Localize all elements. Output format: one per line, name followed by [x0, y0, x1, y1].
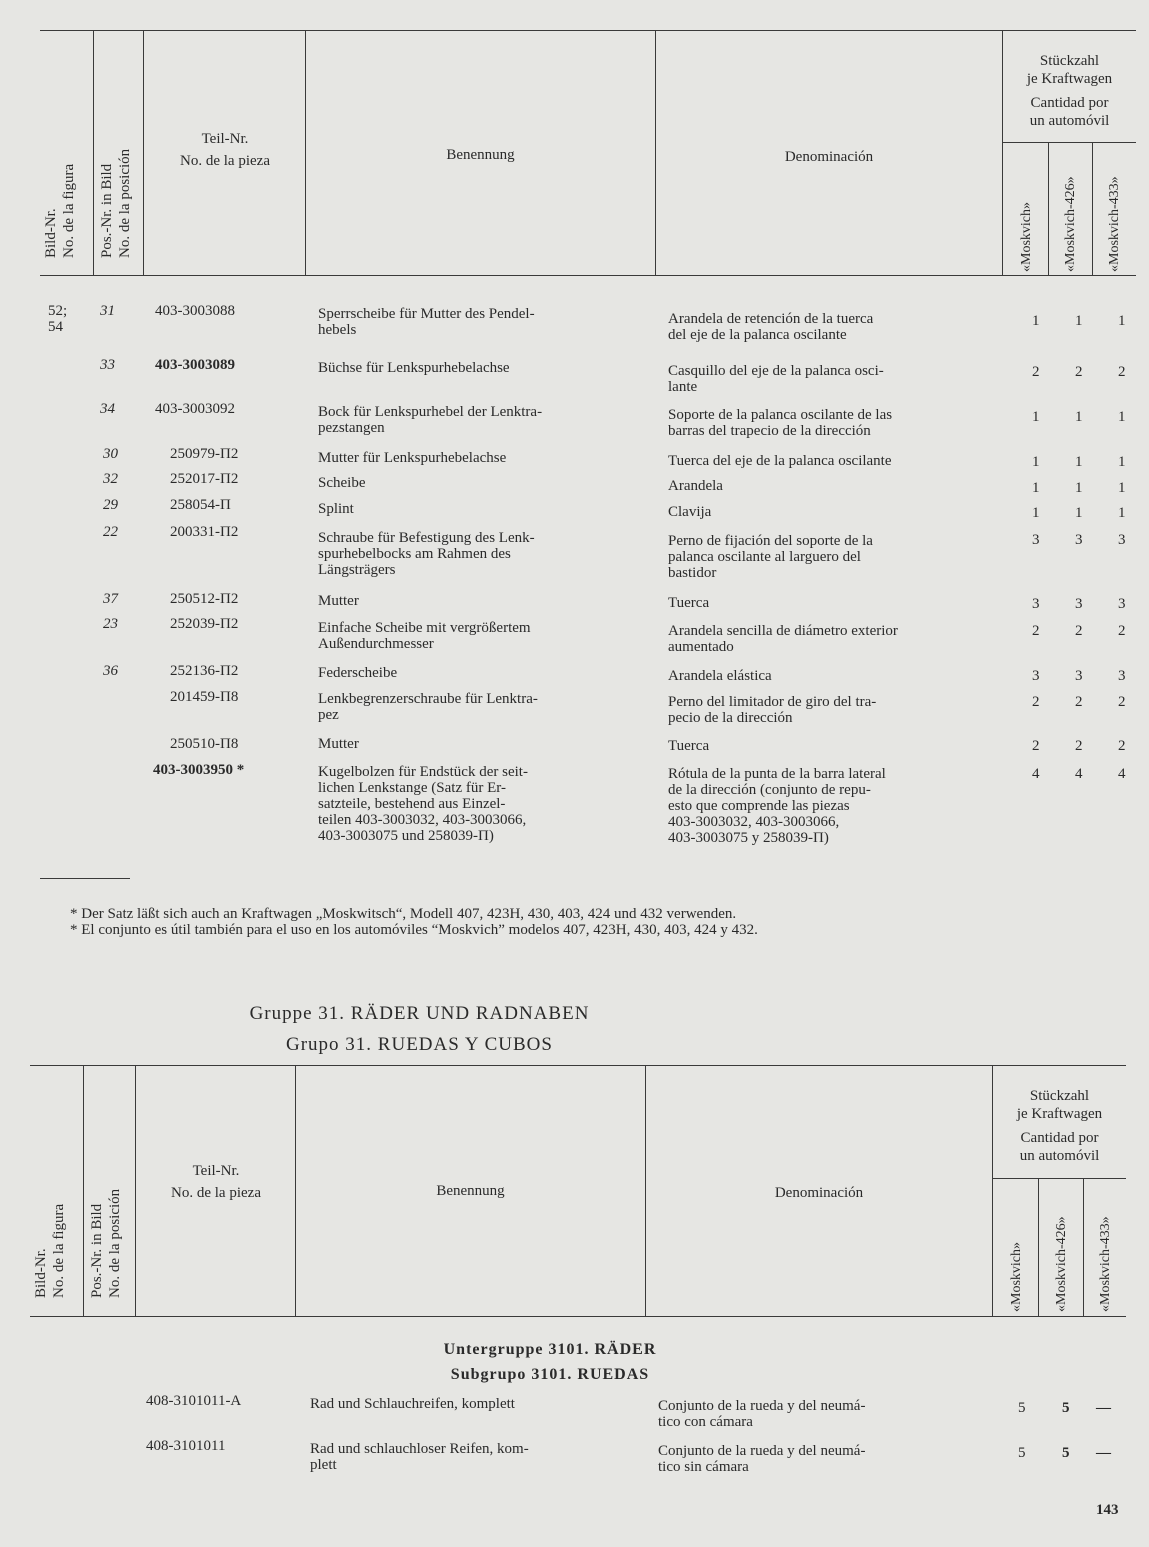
header-pos: [88, 1189, 124, 1298]
header-quantity: [1003, 52, 1136, 130]
cell-qty-426: 1: [1075, 409, 1083, 425]
header-pos-es: No. de la posición: [117, 148, 133, 258]
cell-qty-moskvich: 2: [1032, 738, 1040, 754]
divider: [1092, 143, 1093, 275]
cell-teil: 200331-П2: [170, 524, 239, 540]
cell-teil: 252136-П2: [170, 663, 239, 679]
cell-pos: 22: [103, 524, 118, 540]
cell-qty-moskvich: 2: [1032, 694, 1040, 710]
cell-benennung: Sperrscheibe für Mutter des Pendel- hebels: [318, 306, 535, 338]
cell-teil: 403-3003088: [155, 303, 235, 319]
header-pos: [98, 149, 134, 258]
table2-top-rule: [30, 1065, 1126, 1066]
cell-qty-426: 1: [1075, 313, 1083, 329]
header-stueck: Stückzahl: [1039, 53, 1100, 69]
header-model-426: «Moskvich-426»: [1063, 176, 1078, 272]
cell-qty-433: 4: [1118, 766, 1126, 782]
cell-qty-moskvich: 3: [1032, 532, 1040, 548]
cell-denominacion: Arandela elástica: [668, 668, 772, 684]
footnote-rule: [40, 878, 130, 879]
divider: [1048, 143, 1049, 275]
cell-qty-moskvich: 3: [1032, 668, 1040, 684]
cell-benennung: Kugelbolzen für Endstück der seit- lichen Lenkstange (Satz für Er- satzteile, bestehend aus Einzel- teilen 403-3003032, 403-3003066, 403-3003075 und 258039-П): [318, 764, 528, 844]
cell-benennung: Schraube für Befestigung des Lenk- spurhebelbocks am Rahmen des Längsträgers: [318, 530, 535, 578]
cell-qty-426: 1: [1075, 480, 1083, 496]
cell-qty-426: 3: [1075, 668, 1083, 684]
cell-qty-moskvich: 5: [1018, 1400, 1026, 1416]
cell-benennung: Büchse für Lenkspurhebelachse: [318, 360, 510, 376]
cell-pos: 31: [100, 303, 115, 319]
divider: [143, 31, 144, 275]
header-bild: [42, 164, 78, 258]
table2-header-bottom-rule: [30, 1316, 1126, 1317]
header-bild-de: Bild-Nr.: [33, 1248, 49, 1298]
header-model-moskvich: «Moskvich»: [1009, 1242, 1024, 1312]
cell-qty-426: 2: [1075, 694, 1083, 710]
cell-denominacion: Tuerca: [668, 738, 710, 754]
cell-qty-433: —: [1096, 1445, 1111, 1461]
header-je-kraftwagen: je Kraftwagen: [1016, 1106, 1103, 1122]
header-je-kraftwagen: je Kraftwagen: [1026, 71, 1113, 87]
cell-benennung: Mutter: [318, 736, 359, 752]
cell-teil: 408-3101011-A: [146, 1393, 242, 1409]
cell-benennung: Bock für Lenkspurhebel der Lenktra- pezstangen: [318, 404, 543, 436]
header-quantity: [993, 1087, 1126, 1165]
cell-qty-426: 3: [1075, 596, 1083, 612]
cell-denominacion: Perno de fijación del soporte de la palanca oscilante al larguero del bastidor: [668, 533, 873, 581]
cell-denominacion: Casquillo del eje de la palanca osci- lante: [668, 363, 884, 395]
header-model-433: «Moskvich-433»: [1107, 176, 1122, 272]
cell-qty-426: 1: [1075, 505, 1083, 521]
header-bild-de: Bild-Nr.: [43, 208, 59, 258]
page-number: 143: [1096, 1502, 1119, 1518]
cell-pos: 33: [100, 357, 115, 373]
cell-benennung: Federscheibe: [318, 665, 398, 681]
subgroup-title-es: Subgrupo 3101. RUEDAS: [450, 1366, 650, 1383]
cell-qty-433: 1: [1118, 454, 1126, 470]
header-benennung: Benennung: [446, 147, 515, 163]
cell-denominacion: Perno del limitador de giro del tra- pecio de la dirección: [668, 694, 877, 726]
cell-denominacion: Conjunto de la rueda y del neumá- tico sin cámara: [658, 1443, 866, 1475]
cell-teil: 258054-П: [170, 497, 231, 513]
table1-header-bottom-rule: [40, 275, 1136, 276]
header-pos-de: Pos.-Nr. in Bild: [99, 163, 115, 258]
cell-pos: 32: [103, 471, 118, 487]
header-model-moskvich: «Moskvich»: [1019, 202, 1034, 272]
header-un-automovil: un automóvil: [1029, 113, 1110, 129]
header-teil: [137, 1162, 295, 1202]
cell-qty-426: 2: [1075, 364, 1083, 380]
cell-qty-433: 3: [1118, 596, 1126, 612]
header-denominacion: Denominación: [774, 1185, 864, 1201]
cell-teil: 408-3101011: [146, 1438, 226, 1454]
cell-qty-433: 2: [1118, 623, 1126, 639]
cell-qty-426: 1: [1075, 454, 1083, 470]
cell-qty-moskvich: 1: [1032, 480, 1040, 496]
cell-qty-433: 1: [1118, 480, 1126, 496]
cell-teil: 250979-П2: [170, 446, 239, 462]
cell-qty-moskvich: 1: [1032, 409, 1040, 425]
cell-qty-426: 2: [1075, 623, 1083, 639]
header-stueck: Stückzahl: [1029, 1088, 1090, 1104]
cell-pos: 34: [100, 401, 115, 417]
cell-benennung: Rad und Schlauchreifen, komplett: [310, 1396, 515, 1412]
cell-qty-426: 4: [1075, 766, 1083, 782]
cell-qty-433: 1: [1118, 409, 1126, 425]
cell-denominacion: Tuerca: [668, 595, 710, 611]
header-cantidad: Cantidad por: [1020, 1130, 1099, 1146]
cell-qty-433: 2: [1118, 364, 1126, 380]
cell-denominacion: Tuerca del eje de la palanca oscilante: [668, 453, 892, 469]
cell-denominacion: Clavija: [668, 504, 712, 520]
cell-qty-moskvich: 5: [1018, 1445, 1026, 1461]
cell-qty-moskvich: 3: [1032, 596, 1040, 612]
header-cantidad: Cantidad por: [1030, 95, 1109, 111]
divider: [135, 1066, 136, 1316]
header-teil: [145, 130, 305, 170]
cell-pos: 37: [103, 591, 118, 607]
header-denominacion: Denominación: [784, 149, 874, 165]
cell-denominacion: Soporte de la palanca oscilante de las barras del trapecio de la dirección: [668, 407, 893, 439]
cell-teil: 250512-П2: [170, 591, 239, 607]
header-teil-de: Teil-Nr.: [192, 1163, 240, 1179]
header-pos-de: Pos.-Nr. in Bild: [89, 1203, 105, 1298]
cell-qty-426: 5: [1062, 1445, 1070, 1461]
cell-denominacion: Conjunto de la rueda y del neumá- tico con cámara: [658, 1398, 866, 1430]
cell-teil: 252039-П2: [170, 616, 239, 632]
cell-pos: 36: [103, 663, 118, 679]
cell-qty-433: 2: [1118, 694, 1126, 710]
cell-benennung: Splint: [318, 501, 354, 517]
cell-benennung: Scheibe: [318, 475, 366, 491]
cell-qty-433: 1: [1118, 313, 1126, 329]
cell-qty-426: 5: [1062, 1400, 1070, 1416]
group-title-es: Grupo 31. RUEDAS Y CUBOS: [286, 1034, 553, 1055]
cell-benennung: Einfache Scheibe mit vergrößertem Außendurchmesser: [318, 620, 531, 652]
cell-pos: 23: [103, 616, 118, 632]
group-title-de: Gruppe 31. RÄDER UND RADNABEN: [249, 1003, 590, 1024]
cell-benennung: Mutter für Lenkspurhebelachse: [318, 450, 507, 466]
header-teil-de: Teil-Nr.: [201, 131, 249, 147]
cell-teil: 250510-П8: [170, 736, 239, 752]
cell-benennung: Mutter: [318, 593, 359, 609]
cell-bild: 52; 54: [48, 303, 68, 335]
cell-denominacion: Rótula de la punta de la barra lateral de la dirección (conjunto de repu- esto que comprende las piezas 403-3003032, 403-3003066, 403-3003075 y 258039-П): [668, 766, 886, 846]
divider: [1003, 142, 1136, 143]
divider: [993, 1178, 1126, 1179]
cell-teil: 403-3003089: [155, 357, 235, 373]
cell-qty-433: —: [1096, 1400, 1111, 1416]
divider: [1083, 1179, 1084, 1316]
divider: [1038, 1179, 1039, 1316]
cell-pos: 30: [103, 446, 118, 462]
cell-teil: 403-3003950 *: [153, 762, 245, 778]
header-teil-es: No. de la pieza: [180, 153, 270, 169]
cell-denominacion: Arandela: [668, 478, 723, 494]
cell-teil: 201459-П8: [170, 689, 239, 705]
cell-qty-433: 2: [1118, 738, 1126, 754]
cell-qty-moskvich: 2: [1032, 623, 1040, 639]
divider: [83, 1066, 84, 1316]
table1-top-rule: [40, 30, 1136, 31]
cell-benennung: Rad und schlauchloser Reifen, kom- plett: [310, 1441, 529, 1473]
cell-qty-moskvich: 1: [1032, 454, 1040, 470]
header-pos-es: No. de la posición: [107, 1188, 123, 1298]
header-model-433: «Moskvich-433»: [1098, 1216, 1113, 1312]
cell-qty-moskvich: 1: [1032, 505, 1040, 521]
footnote-de: * Der Satz läßt sich auch an Kraftwagen „Moskwitsch“, Modell 407, 423H, 430, 403, 424 und 432 verwenden.: [70, 906, 737, 922]
header-bild-es: No. de la figura: [61, 163, 77, 258]
cell-teil: 252017-П2: [170, 471, 239, 487]
cell-denominacion: Arandela sencilla de diámetro exterior aumentado: [668, 623, 898, 655]
header-model-426: «Moskvich-426»: [1054, 1216, 1069, 1312]
cell-qty-433: 3: [1118, 668, 1126, 684]
header-bild: [32, 1204, 68, 1298]
header-bild-es: No. de la figura: [51, 1203, 67, 1298]
header-un-automovil: un automóvil: [1019, 1148, 1100, 1164]
cell-teil: 403-3003092: [155, 401, 235, 417]
cell-qty-moskvich: 1: [1032, 313, 1040, 329]
cell-benennung: Lenkbegrenzerschraube für Lenktra- pez: [318, 691, 538, 723]
cell-qty-moskvich: 4: [1032, 766, 1040, 782]
cell-qty-433: 3: [1118, 532, 1126, 548]
divider: [93, 31, 94, 275]
cell-qty-433: 1: [1118, 505, 1126, 521]
cell-qty-426: 3: [1075, 532, 1083, 548]
footnote-es: * El conjunto es útil también para el uso en los automóviles “Moskvich” modelos 407, 423H, 430, 403, 424 y 432.: [70, 922, 758, 938]
header-benennung: Benennung: [436, 1183, 505, 1199]
subgroup-title-de: Untergruppe 3101. RÄDER: [443, 1341, 657, 1358]
cell-qty-moskvich: 2: [1032, 364, 1040, 380]
cell-pos: 29: [103, 497, 118, 513]
header-teil-es: No. de la pieza: [171, 1185, 261, 1201]
cell-denominacion: Arandela de retención de la tuerca del eje de la palanca oscilante: [668, 311, 874, 343]
cell-qty-426: 2: [1075, 738, 1083, 754]
